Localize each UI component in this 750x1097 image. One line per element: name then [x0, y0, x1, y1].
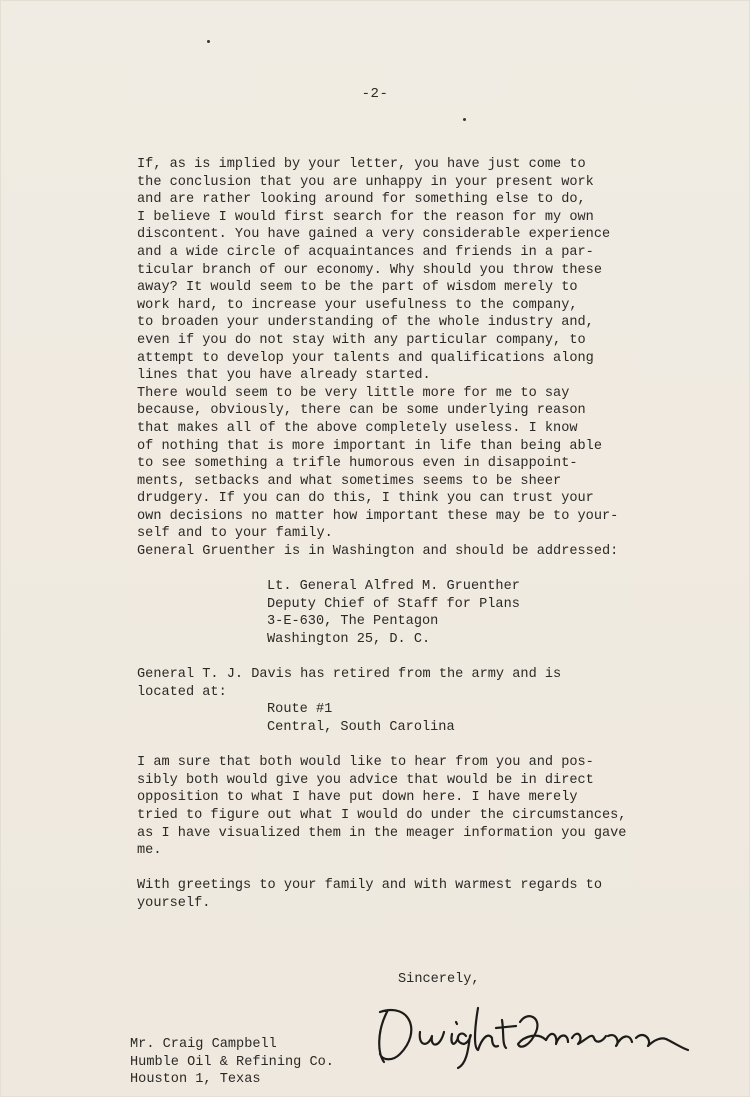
- text-line: self and to your family.: [137, 526, 333, 542]
- paragraph-4: [137, 666, 677, 701]
- paragraph-5: [137, 754, 677, 860]
- text-line: that makes all of the above completely useless. I know: [137, 420, 578, 436]
- address-line: Lt. General Alfred M. Gruenther: [267, 579, 520, 595]
- recipient-line: Houston 1, Texas: [130, 1072, 261, 1088]
- text-line: away? It would seem to be the part of wisdom merely to: [137, 280, 578, 296]
- text-line: own decisions no matter how important these may be to your-: [137, 508, 619, 524]
- text-line: opposition to what I have put down here. I have merely: [137, 790, 578, 806]
- text-line: to see something a trifle humorous even in disappoint-: [137, 456, 578, 472]
- text-line: me.: [137, 843, 162, 859]
- text-line: sibly both would give you advice that would be in direct: [137, 772, 594, 788]
- text-line: attempt to develop your talents and qualifications along: [137, 350, 594, 366]
- text-line: yourself.: [137, 895, 211, 911]
- recipient-line: Humble Oil & Refining Co.: [130, 1054, 334, 1070]
- page-number: -2-: [361, 86, 389, 102]
- text-line: With greetings to your family and with warmest regards to: [137, 878, 602, 894]
- text-line: discontent. You have gained a very considerable experience: [137, 227, 611, 243]
- text-line: because, obviously, there can be some underlying reason: [137, 403, 586, 419]
- text-line: the conclusion that you are unhappy in your present work: [137, 174, 594, 190]
- text-line: work hard, to increase your usefulness to the company,: [137, 297, 578, 313]
- text-line: General Gruenther is in Washington and should be addressed:: [137, 544, 619, 560]
- paragraph-1: [137, 156, 677, 385]
- text-line: of nothing that is more important in life than being able: [137, 438, 602, 454]
- ink-speck: [207, 40, 210, 43]
- closing: Sincerely,: [398, 972, 480, 987]
- paragraph-2: [137, 385, 677, 543]
- signature: [370, 992, 700, 1072]
- text-line: and are rather looking around for something else to do,: [137, 192, 586, 208]
- text-line: lines that you have already started.: [137, 368, 431, 384]
- text-line: even if you do not stay with any particular company, to: [137, 332, 586, 348]
- paragraph-6: [137, 877, 677, 912]
- text-line: located at:: [137, 684, 227, 700]
- text-line: There would seem to be very little more for me to say: [137, 385, 570, 401]
- text-line: ticular branch of our economy. Why should you throw these: [137, 262, 602, 278]
- text-line: If, as is implied by your letter, you have just come to: [137, 157, 586, 172]
- ink-speck: [463, 118, 466, 121]
- text-line: I believe I would first search for the reason for my own: [137, 209, 594, 225]
- text-line: drudgery. If you can do this, I think you can trust your: [137, 491, 594, 507]
- address-gruenther: [267, 578, 677, 648]
- address-line: Route #1: [267, 702, 333, 718]
- text-line: ments, setbacks and what sometimes seems to be sheer: [137, 473, 562, 489]
- letter-body: [137, 156, 677, 913]
- text-line: I am sure that both would like to hear from you and pos-: [137, 755, 594, 771]
- recipient-address: [130, 1036, 334, 1089]
- text-line: to broaden your understanding of the whole industry and,: [137, 315, 594, 331]
- address-line: Deputy Chief of Staff for Plans: [267, 596, 520, 612]
- text-line: General T. J. Davis has retired from the army and is: [137, 667, 562, 683]
- recipient-line: Mr. Craig Campbell: [130, 1037, 277, 1052]
- address-davis: [267, 701, 677, 736]
- text-line: as I have visualized them in the meager information you gave: [137, 825, 627, 841]
- paragraph-3: [137, 543, 677, 561]
- text-line: and a wide circle of acquaintances and friends in a par-: [137, 244, 594, 260]
- address-line: Washington 25, D. C.: [267, 632, 431, 648]
- address-line: Central, South Carolina: [267, 720, 455, 735]
- address-line: 3-E-630, The Pentagon: [267, 614, 439, 630]
- text-line: tried to figure out what I would do under the circumstances,: [137, 807, 627, 823]
